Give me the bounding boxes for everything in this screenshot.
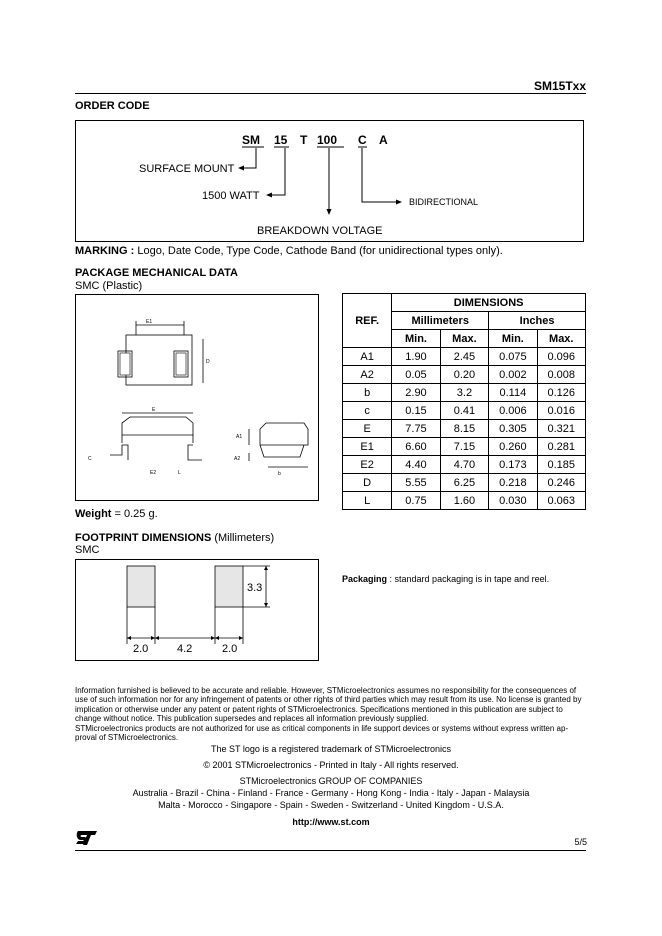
drawing-label-e: E [152,407,156,413]
package-drawing-box [75,294,319,501]
breakdown-voltage-label: BREAKDOWN VOLTAGE [257,225,383,237]
weight-line [75,508,158,520]
code-part-c: C [358,133,367,147]
code-part-15: 15 [274,133,288,147]
in-min-header: Min. [489,330,537,348]
packaging-text: : standard packaging is in tape and reel. [387,574,550,584]
mm-min-header: Min. [392,330,440,348]
table-row: b 2.90 3.2 0.114 0.126 [343,384,586,402]
st-logo-icon [75,830,99,846]
code-part-t: T [300,133,308,147]
millimeters-header: Millimeters [392,312,489,330]
countries-line-1: Australia - Brazil - China - Finland - France - Germany - Hong Kong - India - Italy - Japan - Malaysia [132,788,530,798]
drawing-label-d: D [206,359,210,365]
footprint-dim-height: 3.3 [247,582,263,594]
marking-text: Logo, Date Code, Type Code, Cathode Band (for unidirectional types only). [134,245,503,257]
packaging-label: Packaging [342,574,388,584]
drawing-label-b: b [278,471,281,477]
order-code-box [75,120,584,242]
inches-header: Inches [489,312,586,330]
footprint-box [75,559,319,661]
code-part-100: 100 [317,133,338,147]
code-part-sm: SM [242,133,260,147]
footprint-drawing [76,560,320,662]
footprint-unit: (Millimeters) [211,532,275,544]
copyright-line: © 2001 STMicroelectronics - Printed in Italy - All rights reserved. [203,760,459,770]
package-heading: PACKAGE MECHANICAL DATA [75,267,238,279]
watt-label: 1500 WATT [202,190,260,202]
drawing-label-e2: E2 [150,470,157,476]
footprint-heading-line [75,532,274,544]
header-rule [75,93,586,94]
footprint-dim-gap: 4.2 [177,643,193,655]
group-line: STMicroelectronics GROUP OF COMPANIES [239,776,423,786]
table-row: D 5.55 6.25 0.218 0.246 [343,474,586,492]
footprint-subheading: SMC [75,544,100,556]
table-row: E 7.75 8.15 0.305 0.321 [343,420,586,438]
drawing-label-l: L [178,470,181,476]
dimensions-table [342,293,586,510]
bidirectional-label: BIDIRECTIONAL [409,197,479,207]
footprint-pad-right [215,566,243,607]
weight-text: = 0.25 g. [111,508,158,520]
marking-line [75,245,503,257]
order-code-heading: ORDER CODE [75,100,150,112]
surface-mount-label: SURFACE MOUNT [139,163,235,175]
website-link[interactable]: http://www.st.com [292,817,370,827]
marking-label: MARKING : [75,245,135,257]
order-code-diagram [76,121,585,243]
weight-label: Weight [75,508,112,520]
ref-header: REF. [343,294,392,348]
page-number: 5/5 [574,837,587,847]
dimensions-header: DIMENSIONS [392,294,586,312]
drawing-label-a2: A2 [234,456,241,462]
drawing-label-a1: A1 [236,434,243,440]
footer-rule [75,850,586,851]
table-row: A1 1.90 2.45 0.075 0.096 [343,348,586,366]
drawing-label-c: C [88,456,92,462]
footprint-pad-left [127,566,155,607]
footprint-dim-pad-right: 2.0 [222,643,238,655]
mm-max-header: Max. [440,330,488,348]
disclaimer: Information furnished is believed to be accurate and reliable. However, STMicroelectronics assumes no responsibility for the consequences of use of such information nor for any infringement of patents or other rights of third parties which may result from its use. No license is granted by implication or otherwise under any patent or patent rights of STMicroelectronics. Specifications mentioned in this publication are subject to change without notice. This publication supersedes and replaces all information previously supplied. STMicroelectronics products are not authorized for use as critical components in life support devices or systems without express written ap- proval of STMicroelectronics. [75,686,582,743]
package-drawing [76,295,320,502]
table-row: c 0.15 0.41 0.006 0.016 [343,402,586,420]
code-part-a: A [379,133,388,147]
table-row: E2 4.40 4.70 0.173 0.185 [343,456,586,474]
trademark-line: The ST logo is a registered trademark of STMicroelectronics [211,744,451,754]
table-row: A2 0.05 0.20 0.002 0.008 [343,366,586,384]
in-max-header: Max. [537,330,585,348]
table-row: E1 6.60 7.15 0.260 0.281 [343,438,586,456]
document-title: SM15Txx [533,79,586,93]
countries-line-2: Malta - Morocco - Singapore - Spain - Sweden - Switzerland - United Kingdom - U.S.A. [158,800,504,810]
table-row: L 0.75 1.60 0.030 0.063 [343,492,586,510]
footprint-dim-pad-left: 2.0 [133,643,149,655]
packaging-line [342,574,549,584]
footprint-heading: FOOTPRINT DIMENSIONS [75,532,212,544]
drawing-label-e1: E1 [146,319,153,325]
package-subheading: SMC (Plastic) [75,280,143,292]
